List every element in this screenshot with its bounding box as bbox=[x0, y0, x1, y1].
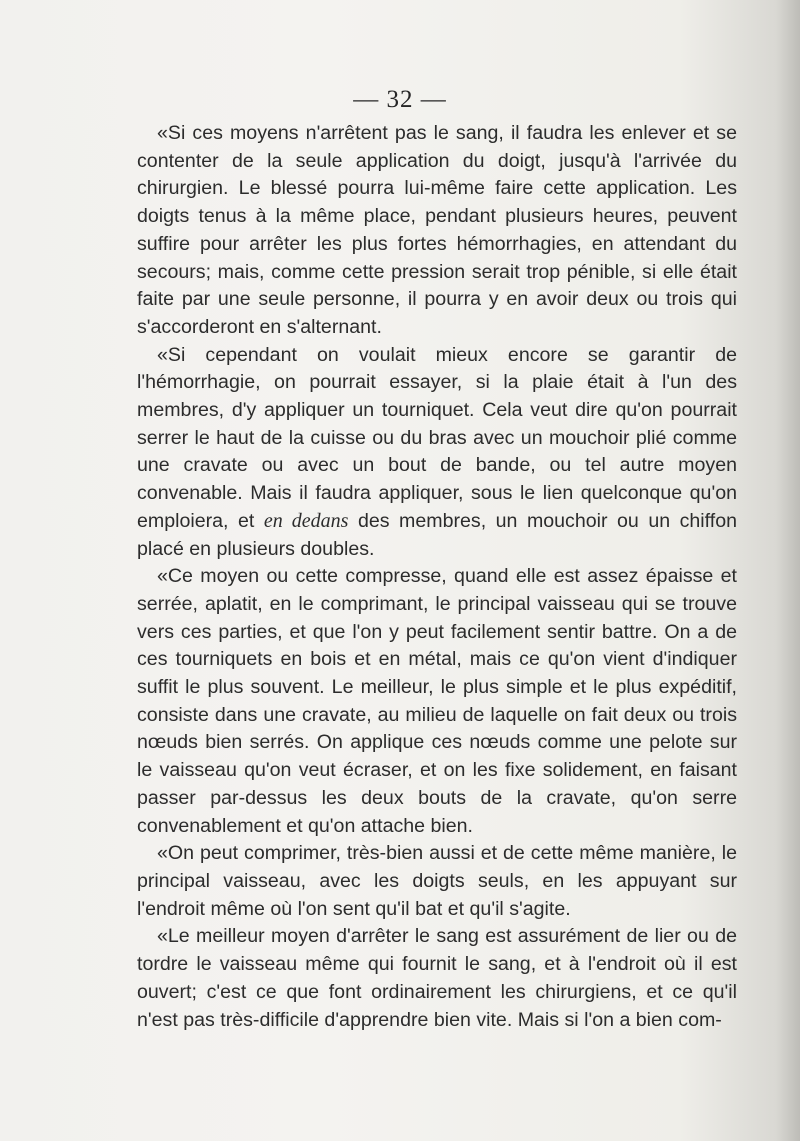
paragraph-5: «Le meilleur moyen d'arrêter le sang est assurément de lier ou de tordre le vaisseau même qui fournit le sang, et à l'endroit où il est ouvert; c'est ce que font ordinairement les chirurgiens, et ce qu'il n'est pas très-difficile d'apprendre bien vite. Mais si l'on a bien com- bbox=[137, 925, 737, 1031]
body-text bbox=[137, 120, 737, 1034]
page-number: — 32 — bbox=[353, 86, 447, 113]
paragraph-4: «On peut comprimer, très-bien aussi et de cette même manière, le principal vaisseau, avec les doigts seuls, en les appuyant sur l'endroit même où l'on sent qu'il bat et qu'il s'agite. bbox=[137, 842, 737, 920]
paragraph-2 bbox=[137, 342, 737, 564]
paragraph-2-before: «Si cependant on voulait mieux encore se garantir de l'hémorrhagie, on pourrait essayer, si la plaie était à l'un des membres, d'y appliquer un tourniquet. Cela veut dire qu'on pourrait serrer le haut de la cuisse ou du bras avec un mouchoir plié comme une cravate ou avec un bout de bande, ou tel autre moyen convenable. Mais il faudra appliquer, sous le lien quelconque qu'on emploiera, et bbox=[137, 343, 737, 532]
paragraph-2-italic: en dedans bbox=[263, 509, 349, 532]
paragraph-2-after: des membres, un mouchoir ou un chiffon placé en plusieurs doubles. bbox=[137, 509, 737, 560]
paragraph-1: «Si ces moyens n'arrêtent pas le sang, il faudra les enlever et se contenter de la seule application du doigt, jusqu'à l'arrivée du chirurgien. Le blessé pourra lui-même faire cette application. Les doigts tenus à la même place, pendant plusieurs heures, peuvent suffire pour arrêter les plus fortes hémorrhagies, en attendant du secours; mais, comme cette pression serait trop pénible, si elle était faite par une seule personne, il pourra y en avoir deux ou trois qui s'accorderont en s'alternant. bbox=[137, 122, 737, 338]
paragraph-3: «Ce moyen ou cette compresse, quand elle est assez épaisse et serrée, aplatit, en le comprimant, le principal vaisseau qui se trouve vers ces parties, et que l'on y peut facilement sentir battre. On a de ces tourniquets en bois et en métal, mais ce qu'on vient d'indiquer suffit le plus souvent. Le meilleur, le plus simple et le plus expéditif, consiste dans une cravate, au milieu de laquelle on fait deux ou trois nœuds bien serrés. On applique ces nœuds comme une pelote sur le vaisseau qu'on veut écraser, et on les fixe solidement, en faisant passer par-dessus les deux bouts de la cravate, qu'on serre convenablement et qu'on attache bien. bbox=[137, 565, 737, 837]
